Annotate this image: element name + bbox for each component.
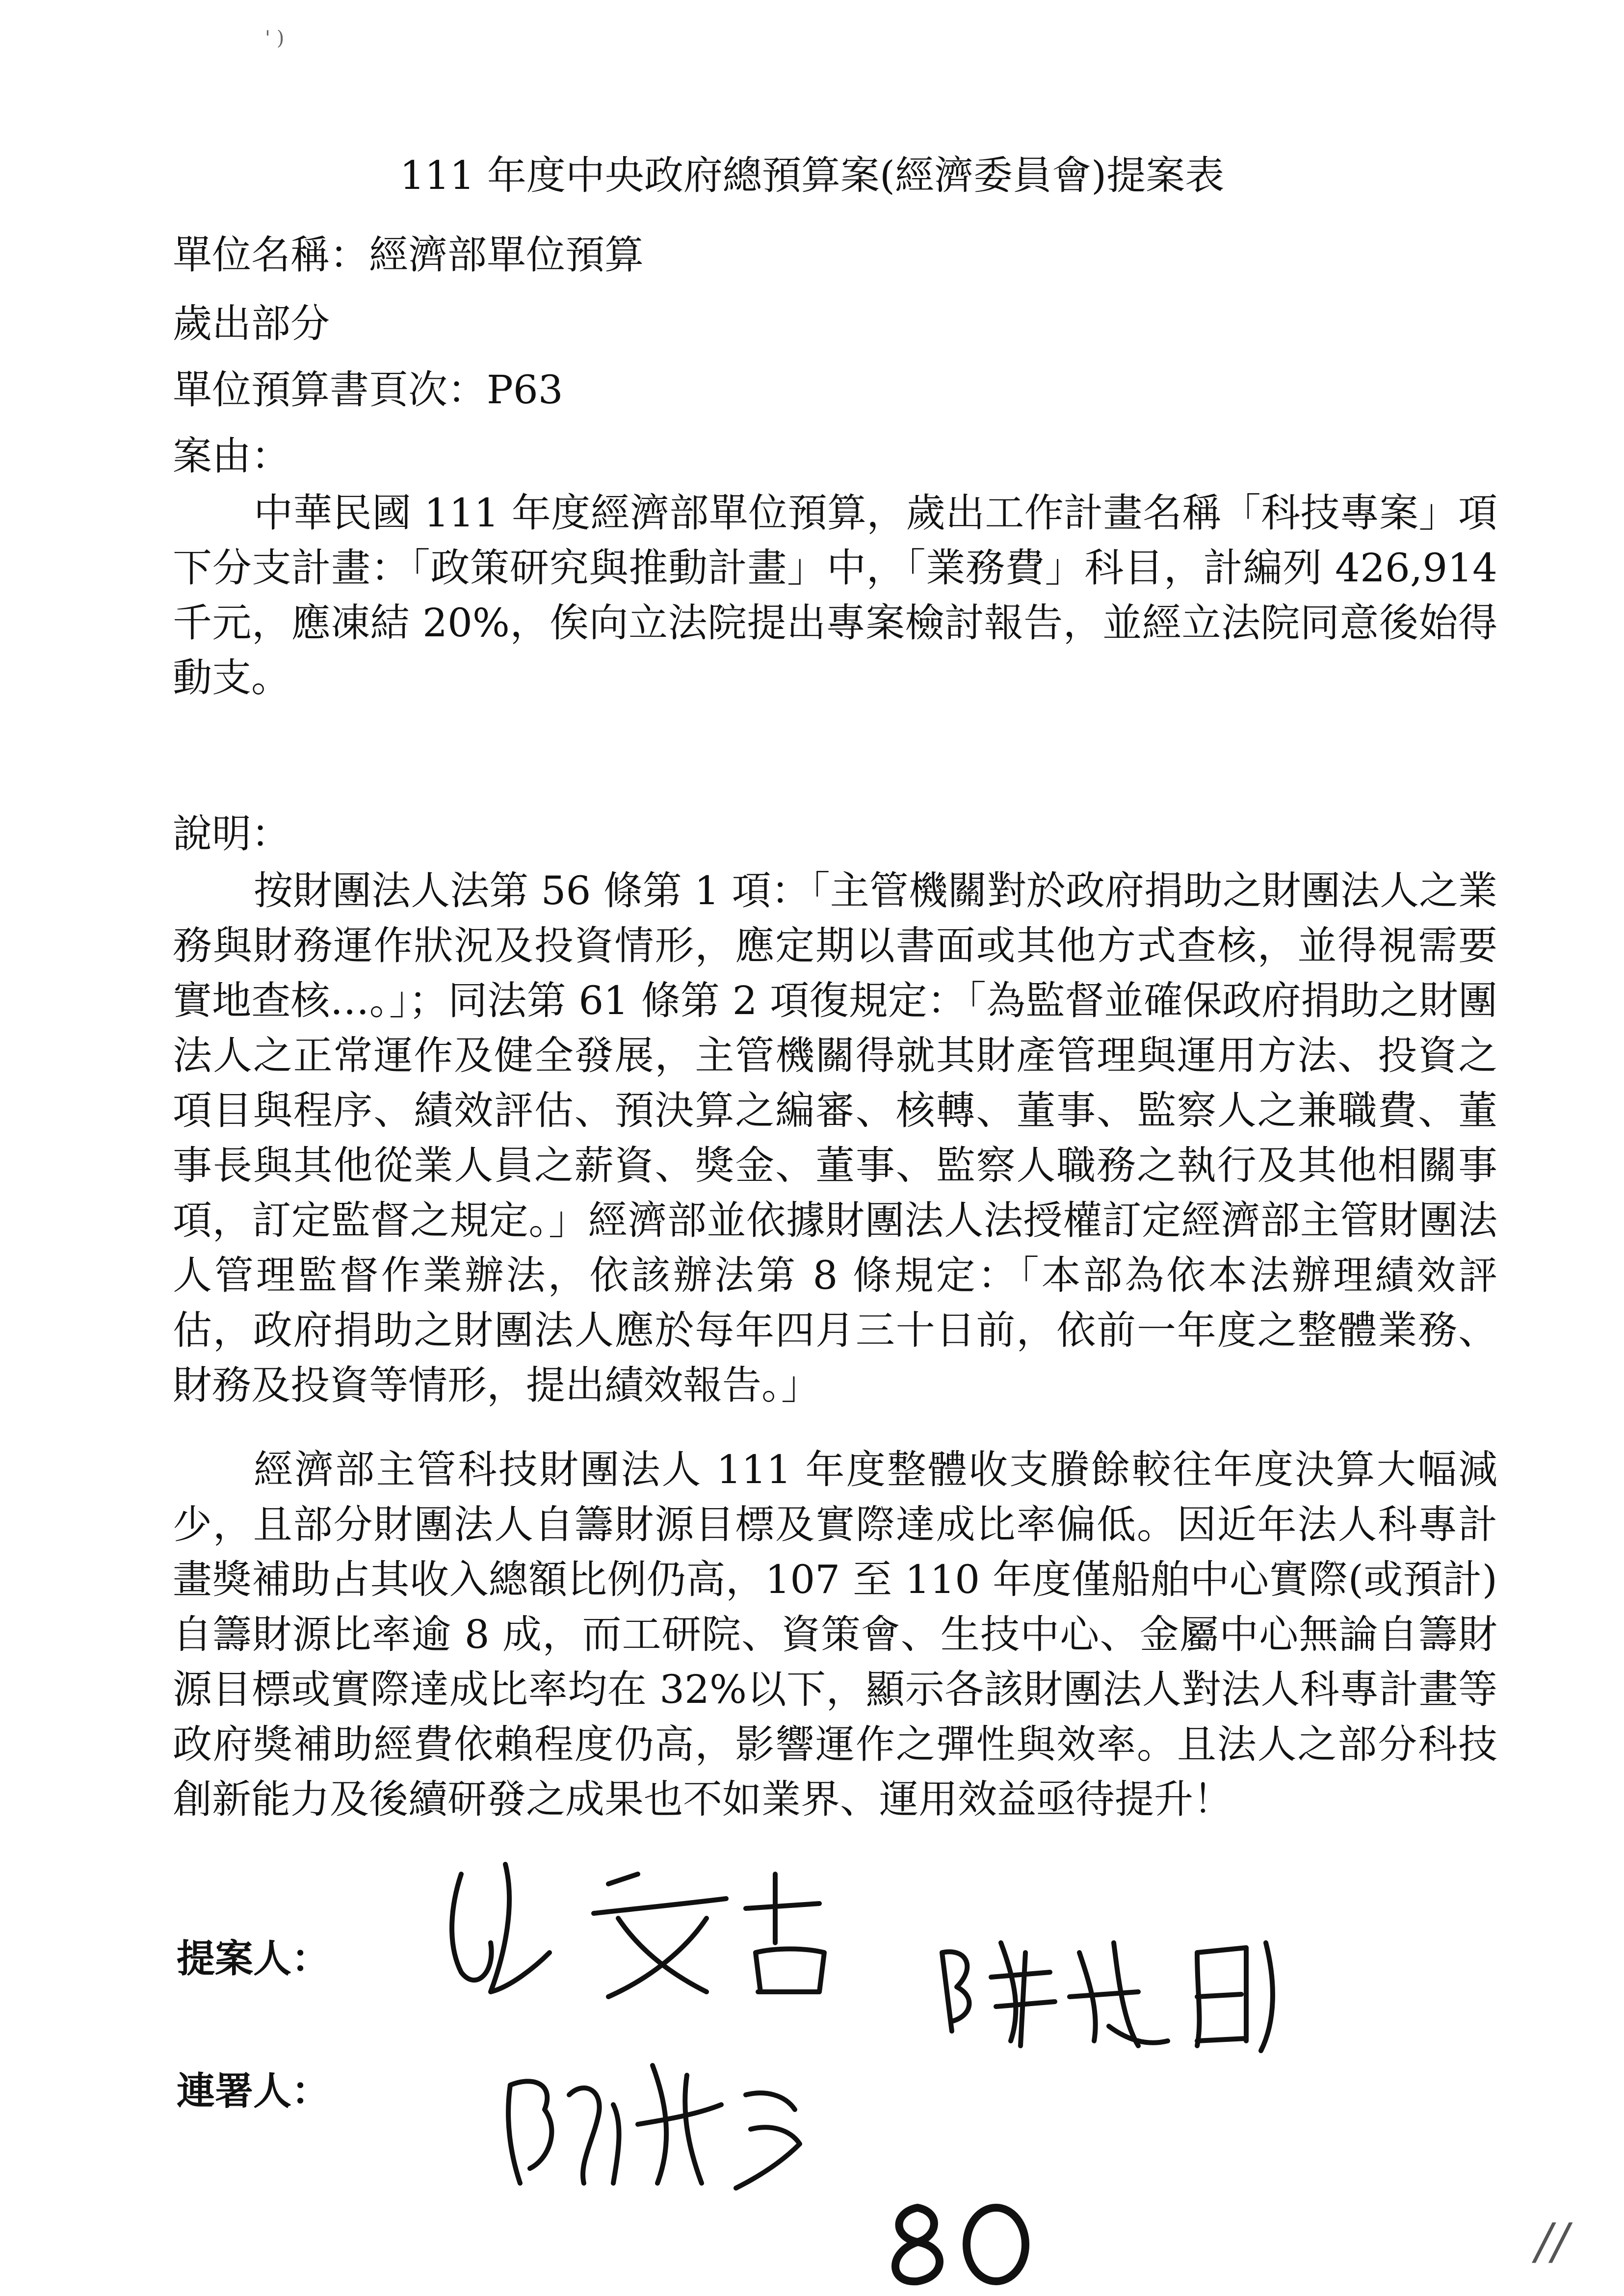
case-text: 中華民國 111 年度經濟部單位預算，歲出工作計畫名稱「科技專案」項下分支計畫：「政策研究與推動計畫」中，「業務費」科目，計編列 426,914 千元，應凍結 20%，俟向立法院提出專案檢討報告，並經立法院同意後始得動支。: [173, 490, 1497, 701]
explain-label: 說明：: [173, 811, 290, 857]
page-ref-line: 單位預算書頁次：P63: [173, 367, 563, 413]
section-line: 歲出部分: [173, 301, 330, 346]
case-label: 案由：: [173, 433, 290, 479]
page-corner-mark: //: [1536, 2213, 1569, 2270]
handwritten-page-number: [878, 2188, 1045, 2296]
explain-paragraph-2: 經濟部主管科技財團法人 111 年度整體收支賸餘較往年度決算大幅減少，且部分財團法人自籌財源目標及實際達成比率偏低。因近年法人科專計畫獎補助占其收入總額比例仍高，107 至 110 年度僅船舶中心實際(或預計)自籌財源比率逾 8 成，而工研院、資策會、生技中心、金屬中心無論自籌財源目標或實際達成比率均在 32%以下，顯示各該財團法人對法人科專計畫等政府獎補助經費依賴程度仍高，影響運作之彈性與效率。且法人之部分科技創新能力及後續研發之成果也不如業界、運用效益亟待提升！: [173, 1447, 1497, 1822]
signature-proposer: [432, 1845, 854, 2007]
proposer-label: 提案人：: [177, 1937, 330, 1981]
explain-paragraph-1: 按財團法人法第 56 條第 1 項：「主管機關對於政府捐助之財團法人之業務與財務運作狀況及投資情形，應定期以書面或其他方式查核，並得視需要實地查核…。」；同法第 61 條第 2 項復規定：「為監督並確保政府捐助之財團法人之正常運作及健全發展，主管機關得就其財產管理與運用方法、投資之項目與程序、績效評估、預決算之編審、核轉、董事、監察人之兼職費、董事長與其他從業人員之薪資、獎金、董事、監察人職務之執行及其他相關事項，訂定監督之規定。」經濟部並依據財團法人法授權訂定經濟部主管財團法人管理監督作業辦法，依該辦法第 8 條規定：「本部為依本法辦理績效評估，政府捐助之財團法人應於每年四月三十日前，依前一年度之整體業務、財務及投資等情形，提出績效報告。」: [173, 868, 1497, 1408]
signature-cosigner-2: [491, 2036, 834, 2198]
document-title: 111 年度中央政府總預算案(經濟委員會)提案表: [399, 153, 1225, 198]
cosigner-label: 連署人：: [177, 2069, 330, 2113]
signature-cosigner-1: [922, 1923, 1295, 2061]
scan-corner-marks: ' ): [265, 27, 285, 50]
unit-name-line: 單位名稱：經濟部單位預算: [173, 232, 644, 278]
